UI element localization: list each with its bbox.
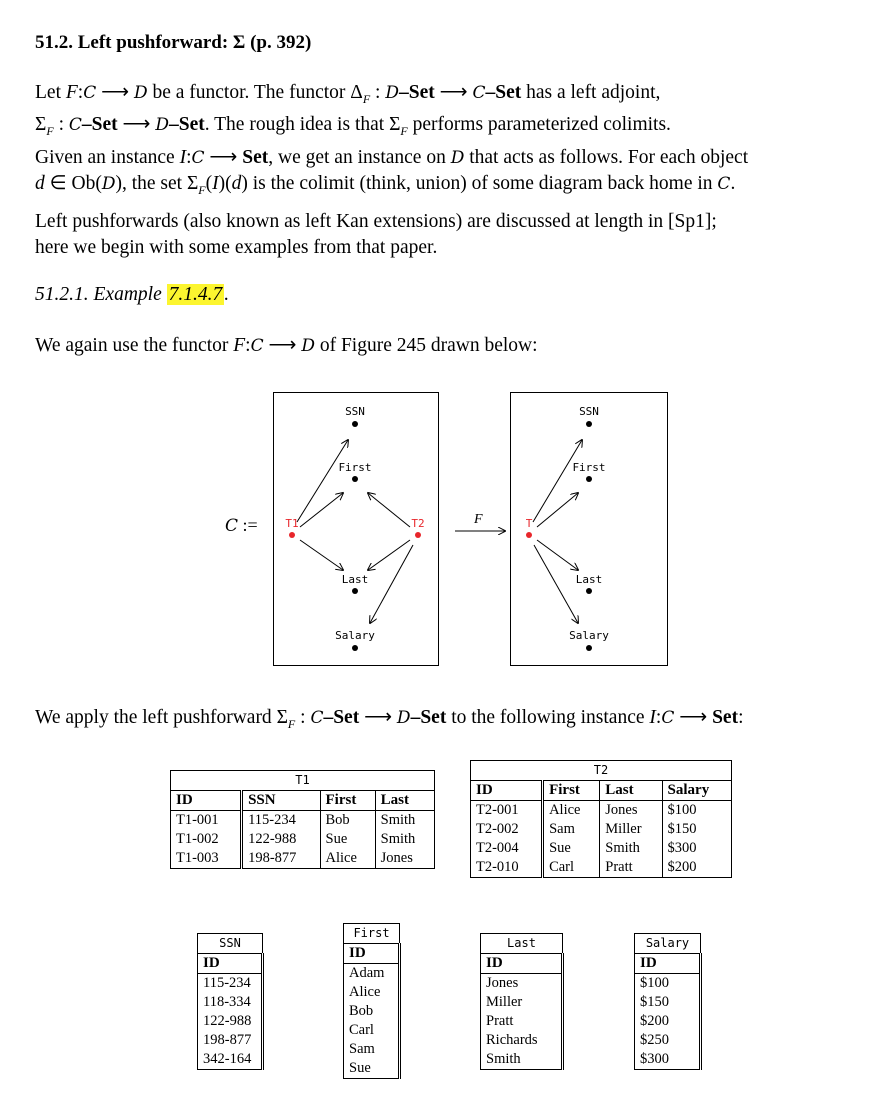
table-row: Smith — [481, 1050, 563, 1070]
table-row: $250 — [635, 1031, 701, 1050]
intro-line-2: $\Sigma_F$ : C–Set ⟶ D–Set. The rough idea is that $\Sigma_F$ performs parameterized colimits. — [35, 114, 671, 139]
object-last-label: Last — [575, 573, 603, 586]
table-row: T2-010 Carl Pratt $200 — [471, 858, 732, 878]
table-salary — [634, 933, 702, 1070]
object-t-label: T — [525, 517, 533, 530]
table-row: 342-164 — [198, 1050, 263, 1070]
arrow-t1-last — [300, 540, 343, 570]
table-row: $300 — [635, 1050, 701, 1070]
table-first — [343, 923, 401, 1079]
column-header: ID — [481, 954, 563, 974]
table-t2 — [470, 760, 732, 878]
column-header: Salary — [662, 781, 731, 801]
table-row: T1-003 198-877 Alice Jones — [171, 849, 435, 869]
table-title: Last — [481, 934, 563, 954]
table-title: T2 — [471, 761, 732, 781]
object-ssn-label: SSN — [345, 405, 365, 418]
object-salary-dot — [352, 645, 358, 651]
intro-line-1: Let F:C ⟶ D be a functor. The functor $\Delta_F$ : D–Set ⟶ C–Set has a left adjoint, — [35, 82, 661, 106]
table-row: $100 — [635, 974, 701, 994]
functor-label: F — [474, 512, 483, 527]
object-last-dot — [352, 588, 358, 594]
column-header: ID — [198, 954, 263, 974]
table-row: 198-877 — [198, 1031, 263, 1050]
table-last — [480, 933, 564, 1070]
table-ssn — [197, 933, 264, 1070]
object-first-dot — [352, 476, 358, 482]
table-title: T1 — [171, 771, 435, 791]
example-reference-link[interactable]: 7.1.4.7 — [168, 284, 223, 305]
object-first-label: First — [572, 461, 606, 474]
column-header: First — [543, 781, 600, 801]
table-row: $150 — [635, 993, 701, 1012]
column-header: First — [320, 791, 375, 811]
table-row: Miller — [481, 993, 563, 1012]
object-t1-label: T1 — [285, 517, 299, 530]
table-row: T2-001 Alice Jones $100 — [471, 801, 732, 821]
arrow-t2-salary — [370, 545, 413, 623]
object-ssn-dot — [586, 421, 592, 427]
functor-paragraph: We again use the functor F:C ⟶ D of Figure 245 drawn below: — [35, 335, 538, 356]
object-t2-dot — [415, 532, 421, 538]
table-row: 115-234 — [198, 974, 263, 994]
column-header: ID — [471, 781, 543, 801]
arrow-t-last — [537, 540, 578, 570]
object-first-dot — [586, 476, 592, 482]
column-header: ID — [344, 944, 400, 964]
table-row: Bob — [344, 1002, 400, 1021]
object-ssn-dot — [352, 421, 358, 427]
intro-line-4: d ∈ Ob(D), the set $\Sigma_F(I)(d)$ is the colimit (think, union) of some diagram back home in C. — [35, 173, 736, 198]
object-salary-label: Salary — [335, 629, 375, 642]
table-row: Sue — [344, 1059, 400, 1079]
object-t1-dot — [289, 532, 295, 538]
table-row: Richards — [481, 1031, 563, 1050]
table-row: $200 — [635, 1012, 701, 1031]
category-c-label: C := — [225, 515, 258, 536]
arrow-t-salary — [534, 545, 578, 623]
object-salary-label: Salary — [569, 629, 609, 642]
table-title: SSN — [198, 934, 263, 954]
table-row: 118-334 — [198, 993, 263, 1012]
column-header: ID — [635, 954, 701, 974]
table-title: First — [344, 924, 400, 944]
column-header: ID — [171, 791, 242, 811]
table-row: Jones — [481, 974, 563, 994]
table-row: T2-004 Sue Smith $300 — [471, 839, 732, 858]
object-t2-label: T2 — [411, 517, 425, 530]
para2-line-1: Left pushforwards (also known as left Kan extensions) are discussed at length in [Sp1]; — [35, 211, 717, 232]
table-row: Adam — [344, 964, 400, 984]
arrow-t2-last — [368, 540, 410, 570]
column-header: Last — [375, 791, 434, 811]
table-row: Pratt — [481, 1012, 563, 1031]
table-row: Alice — [344, 983, 400, 1002]
column-header: Last — [600, 781, 662, 801]
pushforward-paragraph: We apply the left pushforward $\Sigma_F$ : C–Set ⟶ D–Set to the following instance I:C ⟶ Set: — [35, 707, 744, 731]
table-row: 122-988 — [198, 1012, 263, 1031]
arrow-t1-first — [300, 493, 343, 527]
object-last-dot — [586, 588, 592, 594]
table-title: Salary — [635, 934, 701, 954]
table-row: T1-002 122-988 Sue Smith — [171, 830, 435, 849]
object-ssn-label: SSN — [579, 405, 599, 418]
column-header: SSN — [242, 791, 320, 811]
table-row: T2-002 Sam Miller $150 — [471, 820, 732, 839]
section-heading: 51.2. Left pushforward: Σ (p. 392) — [35, 32, 312, 53]
table-row: T1-001 115-234 Bob Smith — [171, 811, 435, 831]
object-t-dot — [526, 532, 532, 538]
intro-line-3: Given an instance I:C ⟶ Set, we get an instance on D that acts as follows. For each object — [35, 146, 749, 168]
table-t1 — [170, 770, 435, 869]
para2-line-2: here we begin with some examples from that paper. — [35, 236, 438, 258]
table-row: Sam — [344, 1040, 400, 1059]
object-first-label: First — [338, 461, 372, 474]
arrow-t2-first — [368, 493, 410, 527]
table-row: Carl — [344, 1021, 400, 1040]
arrow-t-first — [537, 493, 578, 527]
example-heading: 51.2.1. Example 7.1.4.7 . — [35, 284, 230, 305]
object-last-label: Last — [341, 573, 369, 586]
object-salary-dot — [586, 645, 592, 651]
